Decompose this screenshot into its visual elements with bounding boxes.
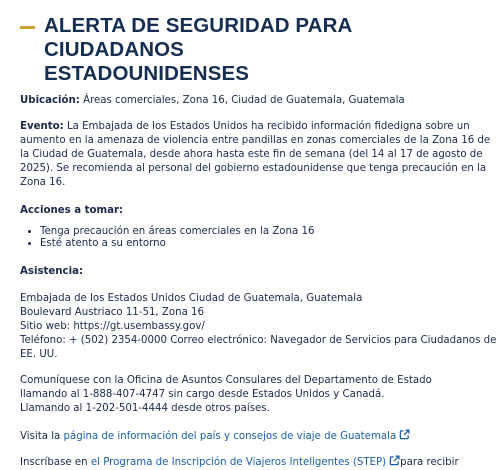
consular-line-2: llamando al 1-888-407-4747 sin cargo desde Estados Unidos y Canadá. xyxy=(20,389,385,400)
country-info-paragraph xyxy=(20,429,500,444)
embassy-website: Sitio web: https://gt.usembassy.gov/ xyxy=(20,321,205,332)
embassy-name: Embajada de los Estados Unidos Ciudad de Guatemala, Guatemala xyxy=(20,293,363,304)
external-link-icon[interactable] xyxy=(389,455,400,466)
alert-body xyxy=(20,94,500,470)
actions-heading: Acciones a tomar: xyxy=(20,205,124,216)
page-title xyxy=(44,14,490,86)
accent-dash xyxy=(20,26,35,29)
event-paragraph xyxy=(20,120,500,190)
step-suffix: para recibir xyxy=(400,457,459,468)
event-text: La Embajada de los Estados Unidos ha recibido información fidedigna sobre un aumento en la amenaza de violencia entre pandillas en zonas comerciales de la Zona 16 de la Ciudad de Guatemala, desde ahora hasta este fin de semana (del 14 al 17 de agosto de 2025). Se recomienda al personal del gobierno estadounidense que tenga precaución en la Zona 16. xyxy=(20,121,491,188)
location-value: Áreas comerciales, Zona 16, Ciudad de Guatemala, Guatemala xyxy=(79,95,405,106)
step-link[interactable]: el Programa de Inscripción de Viajeros Inteligentes (STEP) xyxy=(90,457,387,468)
step-paragraph xyxy=(20,455,500,470)
alert-header xyxy=(20,14,490,86)
title-line-1: ALERTA DE SEGURIDAD PARA CIUDADANOS xyxy=(44,14,352,61)
country-info-link[interactable]: página de información del país y consejos de viaje de Guatemala xyxy=(63,431,397,442)
title-line-2: ESTADOUNIDENSES xyxy=(44,62,250,85)
embassy-contact xyxy=(20,292,500,362)
embassy-address: Boulevard Austriaco 11-51, Zona 16 xyxy=(20,307,205,318)
consular-line-3: Llamando al 1-202-501-4444 desde otros países. xyxy=(20,403,270,414)
consular-contact xyxy=(20,374,500,416)
step-prefix: Inscríbase en xyxy=(20,457,91,468)
visit-prefix: Visita la xyxy=(20,431,64,442)
event-label: Evento: xyxy=(20,121,64,132)
location-paragraph xyxy=(20,94,500,108)
location-label: Ubicación: xyxy=(20,95,80,106)
list-item: • Esté atento a su entorno xyxy=(40,238,500,250)
external-link-icon[interactable] xyxy=(399,429,410,440)
list-item: • Tenga precaución en áreas comerciales en la Zona 16 xyxy=(40,226,500,238)
actions-list xyxy=(20,226,500,250)
assistance-heading: Asistencia: xyxy=(20,266,84,277)
consular-line-1: Comuníquese con la Oficina de Asuntos Consulares del Departamento de Estado xyxy=(20,375,432,386)
embassy-phone-email: Teléfono: + (502) 2354-0000 Correo electrónico: Navegador de Servicios para Ciudadanos de EE. UU. xyxy=(20,335,497,360)
